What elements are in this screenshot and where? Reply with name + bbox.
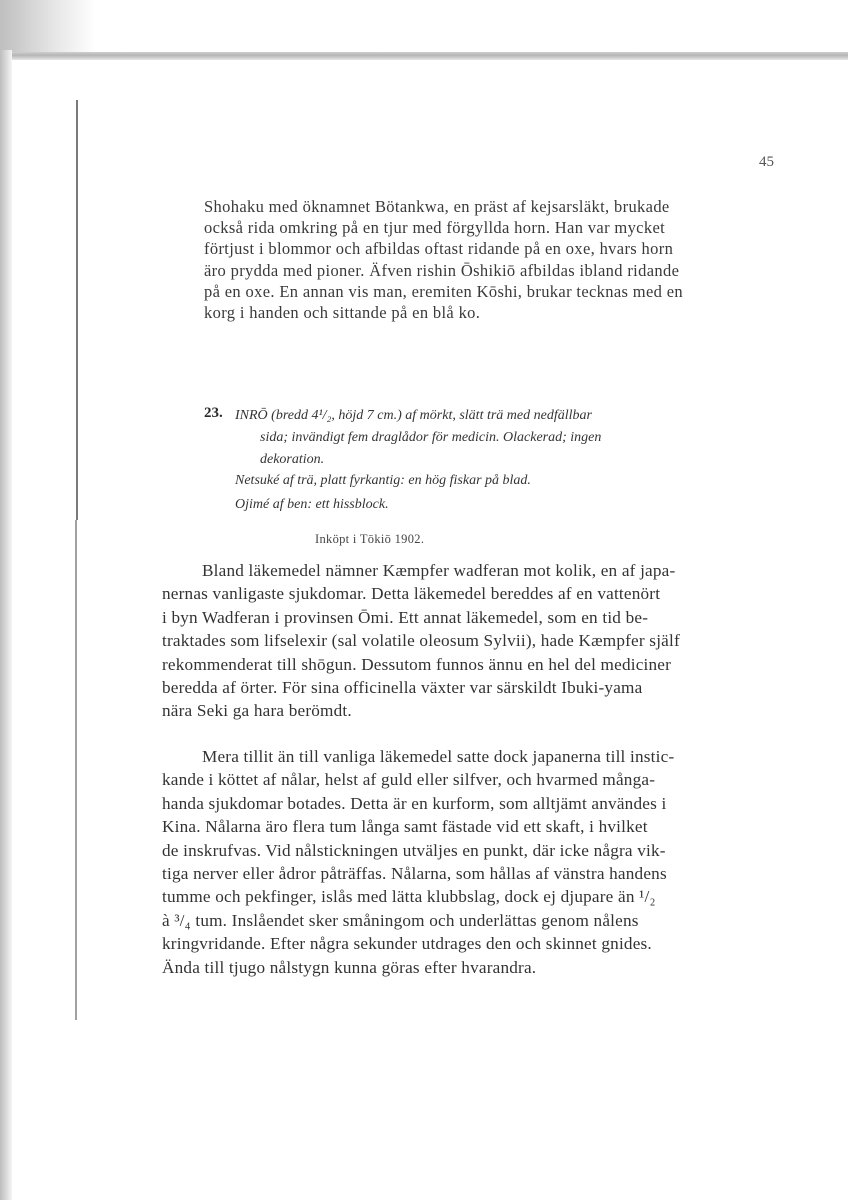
text-line: i byn Wadferan i provinsen Ōmi. Ett annat läkemedel, som en tid be-: [162, 607, 649, 627]
text-line: kande i köttet af nålar, helst af guld eller silfver, och hvarmed många-: [162, 770, 656, 790]
text-line: Mera tillit än till vanliga läkemedel satte dock japanerna till instic-: [202, 747, 675, 766]
paragraph-3: [162, 745, 790, 979]
text-line: nära Seki ga hara berömdt.: [162, 701, 352, 721]
text-line: Bland läkemedel nämner Kæmpfer wadferan mot kolik, en af japa-: [202, 561, 676, 580]
text-line: nernas vanligaste sjukdomar. Detta läkemedel bereddes af en vattenört: [162, 584, 661, 604]
text-line: på en oxe. En annan vis man, eremiten Kōshi, brukar tecknas med en: [204, 281, 683, 301]
text-line: traktades som lifselexir (sal volatile oleosum Sylvii), hade Kæmpfer själf: [162, 631, 680, 651]
text-line: de inskrufvas. Vid nålstickningen utväljes en punkt, där icke några vik-: [162, 840, 666, 860]
paragraph-1: [204, 196, 790, 323]
text-line: också rida omkring på en tjur med förgyllda horn. Han var mycket: [204, 218, 666, 238]
text-line: handa sjukdomar botades. Detta är en kurform, som alltjämt användes i: [162, 793, 667, 813]
text-line: äro prydda med pioner. Äfven rishin Ōshikiō afbildas ibland ridande: [204, 260, 680, 280]
text-line: Ända till tjugo nålstygn kunna göras efter hvarandra.: [162, 957, 537, 977]
text-line: Shohaku med öknamnet Bötankwa, en präst af kejsarsläkt, brukade: [204, 197, 670, 216]
text-line: kringvridande. Efter några sekunder utdrages den och skinnet gnides.: [162, 934, 652, 954]
item-head-line: INRŌ (bredd 4¹/₂, höjd 7 cm.) af mörkt, slätt trä med nedfällbar: [235, 408, 592, 423]
item-number: 23.: [204, 405, 223, 421]
text-line: rekommenderat till shōgun. Dessutom funnos ännu en hel del mediciner: [162, 654, 672, 674]
scan-shadow-corner: [0, 0, 95, 60]
item-head-line: sida; invändigt fem draglådor för medicin. Olackerad; ingen: [260, 430, 602, 445]
text-line: tumme och pekfinger, islås med lätta klubbslag, dock ej djupare än ¹/₂: [162, 887, 656, 907]
text-line: à ³/₄ tum. Inslåendet sker småningom och underlättas genom nålens: [162, 910, 639, 930]
text-line: Kina. Nålarna äro flera tum långa samt fästade vid ett skaft, i hvilket: [162, 817, 648, 837]
item-provenance: Inköpt i Tōkiō 1902.: [315, 532, 425, 546]
margin-line: [75, 520, 77, 1020]
scan-shadow-top: [0, 52, 848, 60]
margin-line: [76, 100, 78, 520]
item-netsuke: Netsuké af trä, platt fyrkantig: en hög fiskar på blad.: [235, 473, 531, 488]
text-line: tiga nerver eller ådror påträffas. Nålarna, som hållas af vänstra handens: [162, 864, 667, 884]
text-line: beredda af örter. För sina officinella växter var särskildt Ibuki-yama: [162, 678, 643, 698]
item-description: [235, 405, 795, 471]
item-ojime: Ojimé af ben: ett hissblock.: [235, 497, 389, 512]
item-head-line: dekoration.: [260, 452, 325, 467]
text-line: korg i handen och sittande på en blå ko.: [204, 303, 481, 323]
scan-shadow-left: [0, 50, 12, 1200]
paragraph-2: [162, 559, 790, 723]
page-number: 45: [759, 154, 774, 170]
text-line: förtjust i blommor och afbildas oftast ridande på en oxe, hvars horn: [204, 239, 674, 259]
